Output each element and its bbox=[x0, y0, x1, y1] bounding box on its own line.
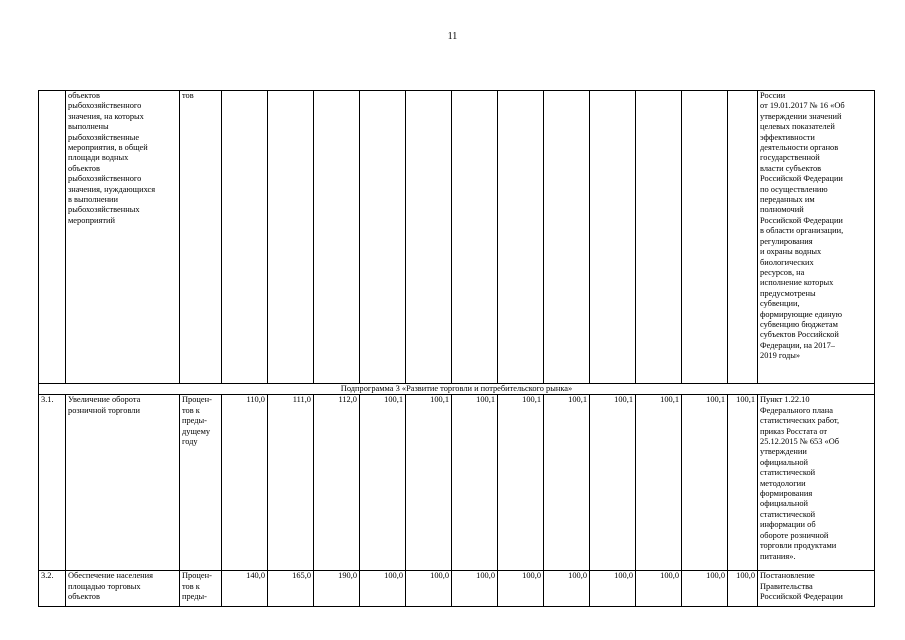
value-cell bbox=[544, 91, 590, 384]
table-row bbox=[39, 395, 875, 571]
value-cell: 100,0 bbox=[728, 571, 758, 607]
value-cell: 100,1 bbox=[728, 395, 758, 571]
value-cell bbox=[222, 91, 268, 384]
value-cell bbox=[636, 91, 682, 384]
value-cell: 100,0 bbox=[682, 571, 728, 607]
value-cell: 112,0 bbox=[314, 395, 360, 571]
value-cell bbox=[682, 91, 728, 384]
indicator-name: Обеспечение населения площадью торговых объектов bbox=[66, 571, 180, 607]
value-cell: 100,0 bbox=[360, 571, 406, 607]
source-cell: Постановление Правительства Российской Федерации bbox=[758, 571, 875, 607]
value-cell: 140,0 bbox=[222, 571, 268, 607]
table-row bbox=[39, 91, 875, 384]
indicator-name: объектов рыбохозяйственного значения, на которых выполнены рыбохозяйственные мероприятия, в общей площади водных объектов рыбохозяйственного значения, нуждающихся в выполнении рыбохозяйственных мероприятий bbox=[66, 91, 180, 384]
value-cell bbox=[452, 91, 498, 384]
value-cell: 100,1 bbox=[544, 395, 590, 571]
value-cell: 100,0 bbox=[406, 571, 452, 607]
value-cell bbox=[590, 91, 636, 384]
table-row bbox=[39, 571, 875, 607]
value-cell: 100,0 bbox=[590, 571, 636, 607]
row-number bbox=[39, 91, 66, 384]
row-number: 3.2. bbox=[39, 571, 66, 607]
unit-cell: Процен- тов к преды- bbox=[180, 571, 222, 607]
value-cell bbox=[406, 91, 452, 384]
value-cell: 100,1 bbox=[406, 395, 452, 571]
value-cell bbox=[268, 91, 314, 384]
value-cell bbox=[498, 91, 544, 384]
value-cell: 111,0 bbox=[268, 395, 314, 571]
value-cell: 100,1 bbox=[452, 395, 498, 571]
subprogram-row bbox=[39, 384, 875, 395]
value-cell: 190,0 bbox=[314, 571, 360, 607]
row-number: 3.1. bbox=[39, 395, 66, 571]
value-cell: 100,1 bbox=[360, 395, 406, 571]
value-cell: 100,1 bbox=[498, 395, 544, 571]
value-cell: 110,0 bbox=[222, 395, 268, 571]
value-cell bbox=[728, 91, 758, 384]
value-cell: 100,0 bbox=[544, 571, 590, 607]
source-cell: Пункт 1.22.10 Федерального плана статистических работ, приказ Росстата от 25.12.2015 № 653 «Об утверждении официальной статистической методологии формирования официальной статистической информации об обороте розничной торговли продуктами питания». bbox=[758, 395, 875, 571]
unit-cell: Процен- тов к преды- дущему году bbox=[180, 395, 222, 571]
page-number: 11 bbox=[447, 31, 458, 42]
value-cell: 100,0 bbox=[636, 571, 682, 607]
value-cell: 100,1 bbox=[636, 395, 682, 571]
value-cell: 100,1 bbox=[682, 395, 728, 571]
value-cell: 100,0 bbox=[498, 571, 544, 607]
unit-cell: тов bbox=[180, 91, 222, 384]
value-cell: 165,0 bbox=[268, 571, 314, 607]
subprogram-title: Подпрограмма 3 «Развитие торговли и потребительского рынка» bbox=[39, 384, 875, 395]
value-cell bbox=[360, 91, 406, 384]
indicator-name: Увеличение оборота розничной торговли bbox=[66, 395, 180, 571]
indicators-table bbox=[38, 90, 875, 607]
source-cell: России от 19.01.2017 № 16 «Об утверждении значений целевых показателей эффективности деятельности органов государственной власти субъектов Российской Федерации по осуществлению переданных им полномочий Российской Федерации в области организации, регулирования и охраны водных биологических ресурсов, на исполнение которых предусмотрены субвенции, формирующие единую субвенцию бюджетам субъектов Российской Федерации, на 2017– 2019 годы» bbox=[758, 91, 875, 384]
value-cell bbox=[314, 91, 360, 384]
value-cell: 100,0 bbox=[452, 571, 498, 607]
value-cell: 100,1 bbox=[590, 395, 636, 571]
